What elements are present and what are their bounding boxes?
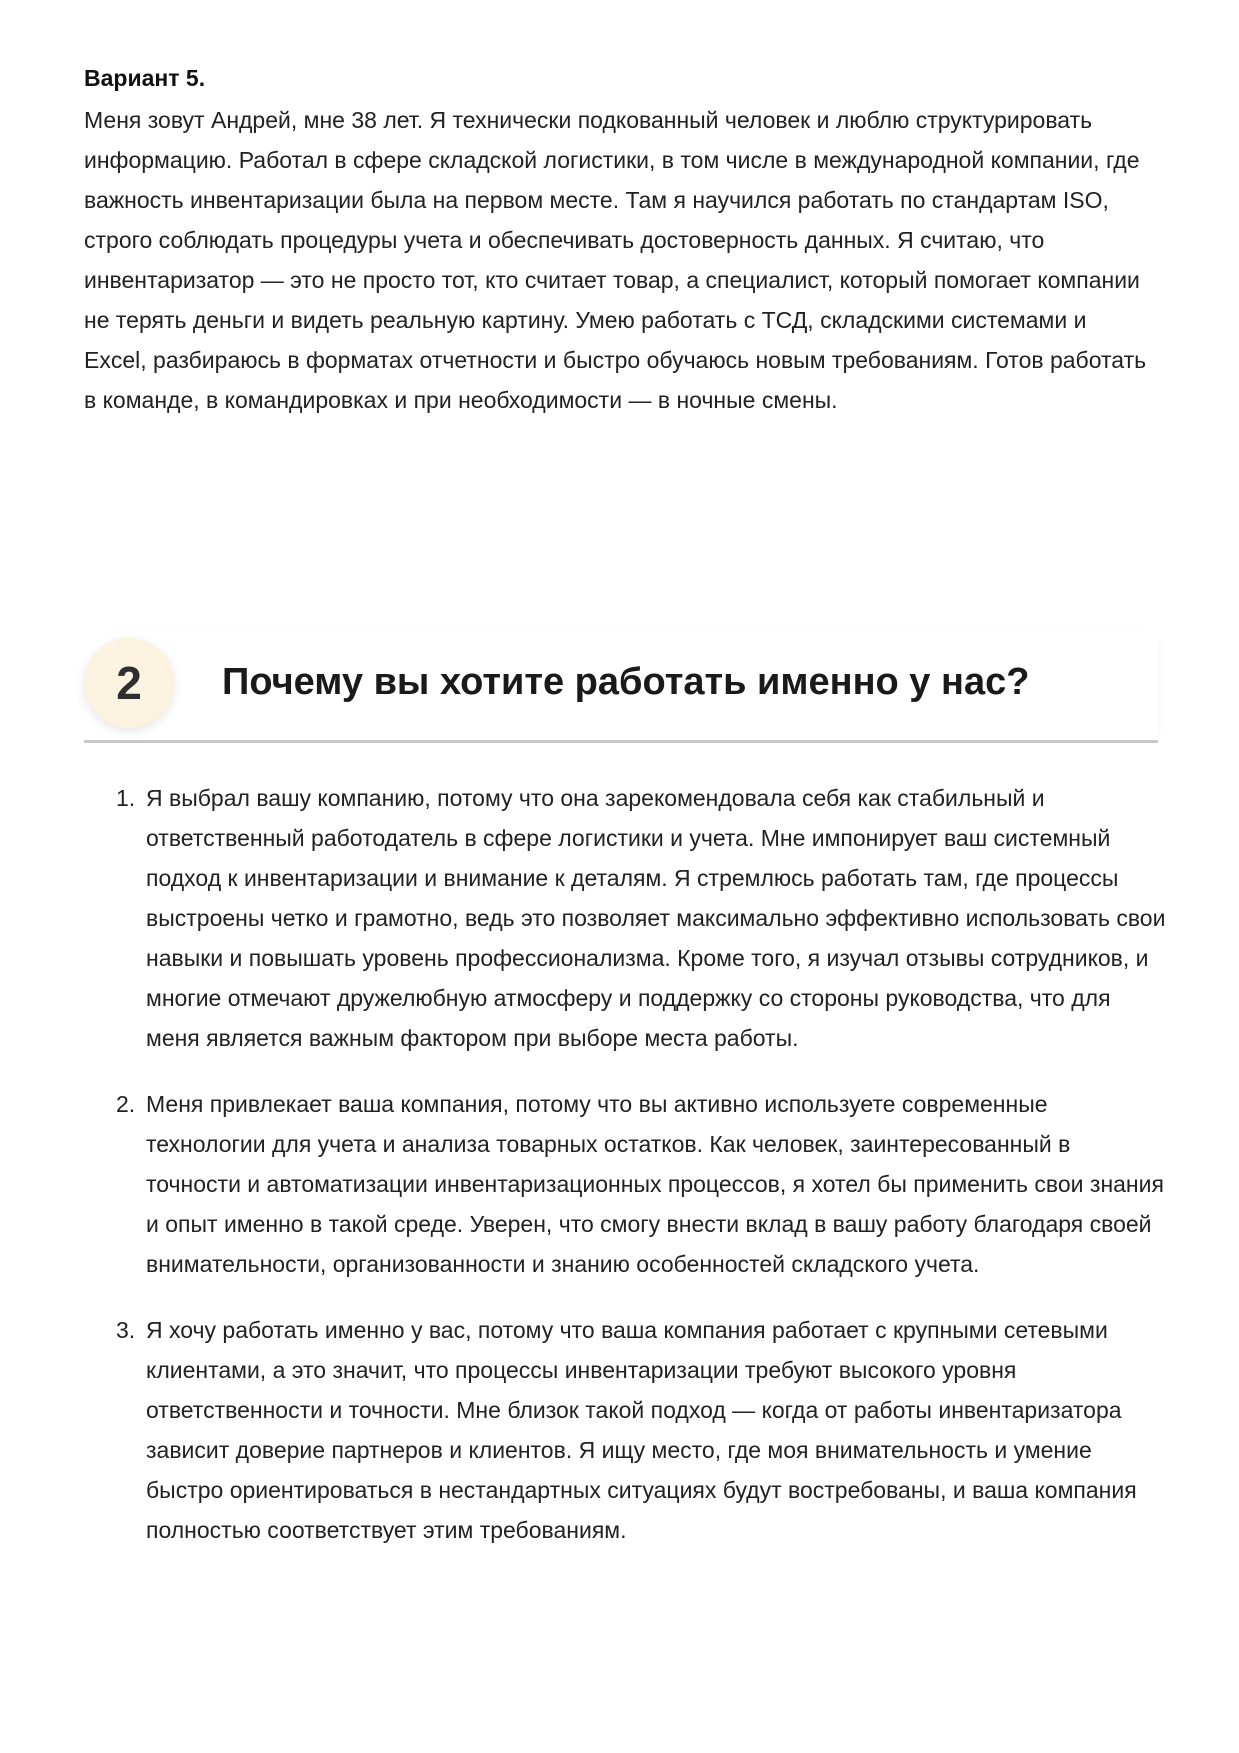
answers-list [116, 778, 1166, 1576]
answer-text: Меня привлекает ваша компания, потому что вы активно используете современные технологии для учета и анализа товарных остатков. Как человек, заинтересованный в точности и автоматизации инвентаризационных процессов, я хотел бы применить свои знания и опыт именно в такой среде. Уверен, что смогу внести вклад в вашу работу благодаря своей внимательности, организованности и знанию особенностей складского учета. [146, 1091, 1164, 1277]
section-title: Почему вы хотите работать именно у нас? [222, 661, 1030, 703]
answer-number: 3. [116, 1317, 136, 1343]
answer-item [116, 1310, 1166, 1550]
variant-title: Вариант 5. [84, 65, 206, 91]
answer-item [116, 778, 1166, 1058]
section-header [84, 632, 1158, 743]
answer-item [116, 1084, 1166, 1284]
answer-number: 1. [116, 785, 136, 811]
section-number-badge: 2 [84, 638, 174, 728]
answer-text: Я хочу работать именно у вас, потому что ваша компания работает с крупными сетевыми клиентами, а это значит, что процессы инвентаризации требуют высокого уровня ответственности и точности. Мне близок такой подход — когда от работы инвентаризатора зависит доверие партнеров и клиентов. Я ищу место, где моя внимательность и умение быстро ориентироваться в нестандартных ситуациях будут востребованы, и ваша компания полностью соответствует этим требованиям. [146, 1317, 1137, 1543]
answer-number: 2. [116, 1091, 136, 1117]
variant-paragraph: Меня зовут Андрей, мне 38 лет. Я технически подкованный человек и люблю структурировать информацию. Работал в сфере складской логистики, в том числе в международной компании, где важность инвентаризации была на первом месте. Там я научился работать по стандартам ISO, строго соблюдать процедуры учета и обеспечивать достоверность данных. Я считаю, что инвентаризатор — это не просто тот, кто считает товар, а специалист, который помогает компании не терять деньги и видеть реальную картину. Умею работать с ТСД, складскими системами и Excel, разбираюсь в форматах отчетности и быстро обучаюсь новым требованиям. Готов работать в команде, в командировках и при необходимости — в ночные смены. [84, 107, 1147, 413]
answer-text: Я выбрал вашу компанию, потому что она зарекомендовала себя как стабильный и ответственный работодатель в сфере логистики и учета. Мне импонирует ваш системный подход к инвентаризации и внимание к деталям. Я стремлюсь работать там, где процессы выстроены четко и грамотно, ведь это позволяет максимально эффективно использовать свои навыки и повышать уровень профессионализма. Кроме того, я изучал отзывы сотрудников, и многие отмечают дружелюбную атмосферу и поддержку со стороны руководства, что для меня является важным фактором при выборе места работы. [146, 785, 1166, 1051]
